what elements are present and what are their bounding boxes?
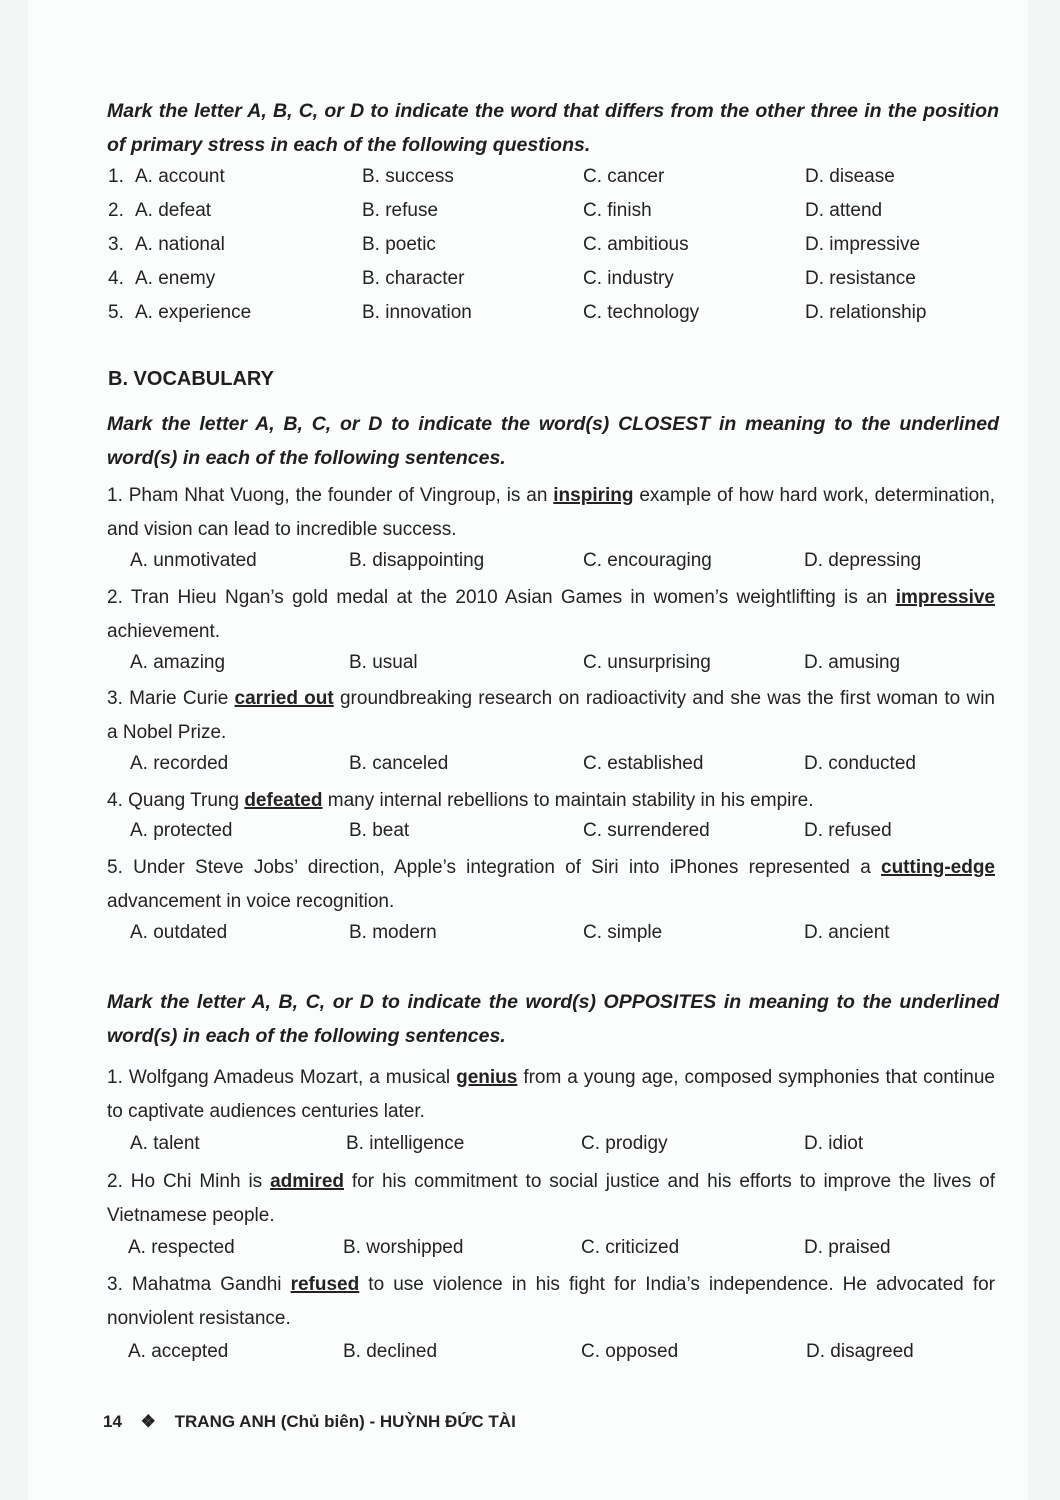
question-text: to use violence in his fight for India’s independence. He advocated for nonviolent resistance.: [107, 1274, 995, 1329]
closest-question-1: [107, 479, 995, 547]
authors: TRANG ANH (Chủ biên) - HUỲNH ĐỨC TÀI: [174, 1412, 516, 1431]
option-b: B. canceled: [349, 753, 449, 774]
option-b: B. intelligence: [346, 1133, 465, 1154]
question-text: groundbreaking research on radioactivity and she was the first woman to win a Nobel Prize.: [107, 688, 995, 743]
question-number: 2.: [108, 200, 124, 221]
option-c: C. surrendered: [583, 820, 710, 841]
underlined-word: inspiring: [553, 485, 634, 506]
option-c: C. prodigy: [581, 1133, 668, 1154]
stress-question-1: [0, 166, 1060, 196]
option-d: D. praised: [804, 1237, 891, 1258]
ornament-icon: ❖: [140, 1412, 156, 1431]
option-a: A. amazing: [130, 652, 226, 673]
opposite-instruction: Mark the letter A, B, C, or D to indicate the word(s) OPPOSITES in meaning to the underlined word(s) in each of the following sentences.: [107, 991, 999, 1047]
underlined-word: carried out: [234, 688, 334, 709]
option-c: C. encouraging: [583, 550, 712, 571]
question-text: for his commitment to social justice and his efforts to improve the lives of Vietnamese people.: [107, 1171, 995, 1226]
question-text: 2. Tran Hieu Ngan’s gold medal at the 2010 Asian Games in women’s weightlifting is an: [107, 587, 896, 608]
option-d: D. disagreed: [806, 1341, 914, 1362]
option-c: C. established: [583, 753, 704, 774]
underlined-word: refused: [290, 1274, 360, 1295]
closest-options-4: [0, 820, 1060, 850]
question-text: advancement in voice recognition.: [107, 891, 395, 912]
question-text: example of how hard work, determination, and vision can lead to incredible success.: [107, 485, 995, 540]
page-number: 14: [103, 1412, 122, 1431]
closest-options-3: [0, 753, 1060, 783]
option-b: B. disappointing: [349, 550, 485, 571]
question-number: 5.: [108, 302, 124, 323]
underlined-word: impressive: [895, 587, 995, 608]
option-d: D. depressing: [804, 550, 922, 571]
closest-instruction: Mark the letter A, B, C, or D to indicate the word(s) CLOSEST in meaning to the underlined word(s) in each of the following sentences.: [107, 413, 999, 469]
question-text: 4. Quang Trung: [107, 790, 245, 811]
question-text: 5. Under Steve Jobs’ direction, Apple’s integration of Siri into iPhones represented a: [107, 857, 881, 878]
opposite-question-1: [107, 1061, 995, 1129]
option-b: B. character: [362, 268, 465, 289]
option-c: C. ambitious: [583, 234, 689, 255]
option-a: A. experience: [135, 302, 252, 323]
option-a: A. protected: [130, 820, 233, 841]
question-text: 3. Mahatma Gandhi: [107, 1274, 291, 1295]
question-number: 4.: [108, 268, 124, 289]
option-d: D. amusing: [804, 652, 901, 673]
stress-question-3: [0, 234, 1060, 264]
question-text: 3. Marie Curie: [107, 688, 235, 709]
option-c: C. industry: [583, 268, 674, 289]
option-d: D. resistance: [805, 268, 916, 289]
option-b: B. declined: [343, 1341, 438, 1362]
stress-question-5: [0, 302, 1060, 332]
question-text: 2. Ho Chi Minh is: [107, 1171, 271, 1192]
closest-question-5: [107, 851, 995, 919]
option-c: C. cancer: [583, 166, 665, 187]
option-a: A. respected: [128, 1237, 235, 1258]
option-d: D. disease: [805, 166, 895, 187]
option-d: D. relationship: [805, 302, 927, 323]
option-b: B. usual: [349, 652, 418, 673]
question-text: 1. Wolfgang Amadeus Mozart, a musical: [107, 1067, 457, 1088]
stress-instruction: Mark the letter A, B, C, or D to indicate the word that differs from the other three in the position of primary stress in each of the following questions.: [107, 100, 999, 156]
option-a: A. unmotivated: [130, 550, 257, 571]
stress-question-4: [0, 268, 1060, 298]
underlined-word: cutting-edge: [881, 857, 995, 878]
closest-options-1: [0, 550, 1060, 580]
opposite-options-3: [0, 1341, 1060, 1371]
opposite-options-1: [0, 1133, 1060, 1163]
option-b: B. innovation: [362, 302, 472, 323]
option-a: A. defeat: [135, 200, 212, 221]
option-b: B. worshipped: [343, 1237, 464, 1258]
option-c: C. technology: [583, 302, 700, 323]
page-footer: [103, 1412, 530, 1432]
option-a: A. enemy: [135, 268, 216, 289]
option-a: A. account: [135, 166, 225, 187]
opposite-question-2: [107, 1165, 995, 1233]
option-a: A. recorded: [130, 753, 229, 774]
underlined-word: defeated: [244, 790, 323, 811]
underlined-word: genius: [456, 1067, 518, 1088]
question-text: achievement.: [107, 621, 221, 642]
opposite-question-3: [107, 1268, 995, 1336]
stress-question-2: [0, 200, 1060, 230]
question-number: 3.: [108, 234, 124, 255]
option-a: A. national: [135, 234, 225, 255]
question-text: 1. Pham Nhat Vuong, the founder of Vingroup, is an: [107, 485, 554, 506]
option-d: D. idiot: [804, 1133, 864, 1154]
option-b: B. success: [362, 166, 454, 187]
closest-options-5: [0, 922, 1060, 952]
option-d: D. refused: [804, 820, 892, 841]
option-b: B. beat: [349, 820, 410, 841]
option-a: A. outdated: [130, 922, 228, 943]
option-b: B. modern: [349, 922, 437, 943]
closest-question-3: [107, 682, 995, 750]
option-d: D. ancient: [804, 922, 890, 943]
underlined-word: admired: [270, 1171, 344, 1192]
option-a: A. accepted: [128, 1341, 229, 1362]
option-c: C. unsurprising: [583, 652, 711, 673]
option-c: C. opposed: [581, 1341, 679, 1362]
option-d: D. impressive: [805, 234, 921, 255]
question-text: from a young age, composed symphonies that continue to captivate audiences centuries later.: [107, 1067, 995, 1122]
option-c: C. criticized: [581, 1237, 680, 1258]
option-a: A. talent: [130, 1133, 200, 1154]
option-c: C. finish: [583, 200, 652, 221]
section-heading-vocabulary: B. VOCABULARY: [108, 368, 274, 390]
option-c: C. simple: [583, 922, 663, 943]
option-d: D. conducted: [804, 753, 916, 774]
option-b: B. refuse: [362, 200, 439, 221]
option-b: B. poetic: [362, 234, 436, 255]
closest-options-2: [0, 652, 1060, 682]
option-d: D. attend: [805, 200, 883, 221]
closest-question-4: [107, 784, 995, 818]
opposite-options-2: [0, 1237, 1060, 1267]
question-number: 1.: [108, 166, 124, 187]
question-text: many internal rebellions to maintain stability in his empire.: [322, 790, 814, 811]
closest-question-2: [107, 581, 995, 649]
